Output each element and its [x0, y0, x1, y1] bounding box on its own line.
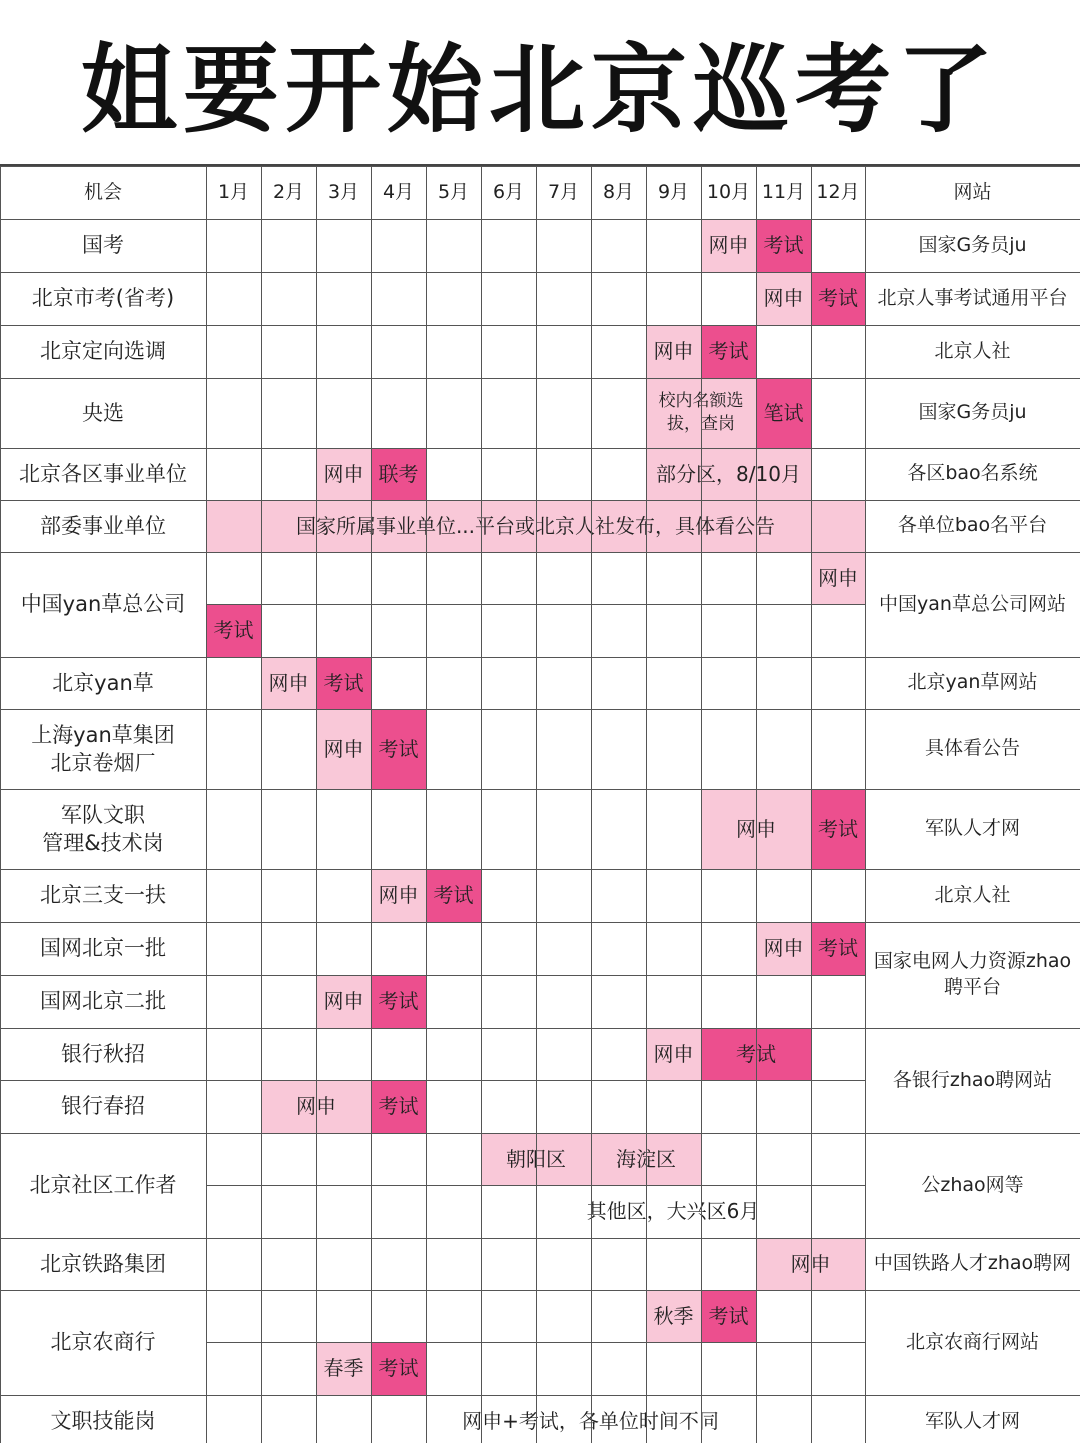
row-website: 北京人社 — [934, 339, 1011, 362]
schedule-bar-apply: 网申 — [261, 1080, 371, 1133]
row-label: 银行春招 — [61, 1094, 145, 1119]
page-title: 姐要开始北京巡考了 — [0, 0, 1080, 166]
schedule-bar-exam: 考试 — [206, 604, 261, 657]
row-label: 上海yan草集团 北京卷烟厂 — [31, 722, 175, 775]
schedule-bar-apply: 网申 — [261, 657, 316, 709]
schedule-bar-apply: 网申 — [646, 1028, 701, 1080]
header-month: 2月 — [272, 180, 305, 203]
schedule-bar-apply: 校内名额选拔，查岗 — [646, 378, 756, 448]
row-label: 中国yan草总公司 — [20, 592, 186, 617]
row-website: 国家G务员ju — [918, 401, 1027, 424]
schedule-bar-apply: 网申 — [646, 325, 701, 378]
header-opportunity: 机会 — [83, 180, 122, 203]
schedule-bar-exam: 考试 — [811, 789, 865, 869]
row-label: 国考 — [82, 233, 124, 258]
row-website: 公zhao网等 — [921, 1173, 1024, 1196]
schedule-bar-exam: 考试 — [371, 1080, 426, 1133]
row-website: 各银行zhao聘网站 — [892, 1068, 1053, 1091]
schedule-bar-apply: 春季 — [316, 1342, 371, 1395]
schedule-bar-exam: 考试 — [811, 272, 865, 325]
row-label: 军队文职 管理&技术岗 — [42, 802, 164, 855]
schedule-bar-apply: 网申 — [701, 219, 756, 272]
row-website: 中国铁路人才zhao聘网 — [873, 1252, 1072, 1275]
schedule-bar-exam: 考试 — [371, 709, 426, 789]
row-label: 国网北京一批 — [40, 936, 166, 961]
header-month: 11月 — [761, 180, 806, 203]
schedule-bar-exam: 考试 — [701, 1290, 756, 1342]
schedule-bar-apply: 网申 — [756, 1238, 865, 1290]
schedule-bar-exam: 考试 — [701, 1028, 811, 1080]
schedule-bar-apply: 其他区，大兴区6月 — [586, 1199, 760, 1223]
row-website: 国家电网人力资源zhao聘平台 — [873, 950, 1072, 998]
row-label: 北京定向选调 — [40, 339, 166, 364]
header-month: 10月 — [706, 180, 751, 203]
row-label: 北京市考(省考) — [31, 286, 175, 311]
row-label: 北京三支一扶 — [40, 883, 166, 908]
row-label: 部委事业单位 — [40, 513, 166, 538]
row-website: 北京人事考试通用平台 — [877, 286, 1068, 309]
header-month: 3月 — [327, 180, 360, 203]
header-month: 8月 — [602, 180, 635, 203]
header-month: 6月 — [492, 180, 525, 203]
row-website: 各单位bao名平台 — [897, 514, 1048, 537]
schedule-bar-apply: 网申 — [316, 975, 371, 1028]
row-label: 北京社区工作者 — [29, 1173, 177, 1198]
schedule-bar-apply: 秋季 — [646, 1290, 701, 1342]
row-label: 北京铁路集团 — [40, 1251, 166, 1276]
row-label: 文职技能岗 — [50, 1409, 156, 1434]
schedule-bar-exam: 考试 — [426, 869, 481, 922]
row-website: 军队人才网 — [924, 1409, 1020, 1432]
row-label: 央选 — [82, 400, 124, 425]
schedule-bar-apply: 网申 — [316, 448, 371, 500]
row-label: 银行秋招 — [61, 1041, 145, 1066]
row-label: 国网北京二批 — [40, 989, 166, 1014]
row-label: 北京农商行 — [50, 1330, 156, 1355]
header-month: 1月 — [217, 180, 250, 203]
schedule-bar-apply: 网申 — [371, 869, 426, 922]
schedule-bar-exam: 考试 — [701, 325, 756, 378]
row-website: 各区bao名系统 — [907, 462, 1038, 485]
schedule-bar-exam: 考试 — [316, 657, 371, 709]
header-month: 4月 — [382, 180, 415, 203]
schedule-bar-exam: 联考 — [371, 448, 426, 500]
schedule-bar-apply: 网申 — [316, 709, 371, 789]
row-website: 军队人才网 — [924, 817, 1020, 840]
schedule-bar-apply: 网申 — [756, 272, 811, 325]
header-website: 网站 — [953, 180, 992, 203]
row-website: 北京人社 — [934, 883, 1011, 906]
header-month: 5月 — [437, 180, 470, 203]
row-website: 中国yan草总公司网站 — [879, 592, 1066, 615]
row-website: 国家G务员ju — [918, 233, 1027, 256]
schedule-bar-exam: 笔试 — [756, 378, 811, 448]
row-website: 北京农商行网站 — [905, 1330, 1039, 1353]
header-month: 12月 — [816, 180, 860, 203]
schedule-bar-exam: 考试 — [371, 1342, 426, 1395]
schedule-bar-apply: 网申 — [811, 552, 865, 604]
schedule-bar-exam: 考试 — [811, 922, 865, 975]
row-label: 北京各区事业单位 — [19, 461, 187, 486]
schedule-bar-apply: 网申 — [756, 922, 811, 975]
schedule-bar-exam: 考试 — [756, 219, 811, 272]
header-month: 9月 — [657, 180, 690, 203]
schedule-bar-apply: 国家所属事业单位...平台或北京人社发布，具体看公告 — [206, 500, 865, 552]
schedule-bar-apply: 网申+考试，各单位时间不同 — [462, 1409, 719, 1433]
row-website: 北京yan草网站 — [907, 671, 1038, 694]
schedule-bar-apply: 部分区，8/10月 — [646, 448, 811, 500]
header-month: 7月 — [547, 180, 580, 203]
schedule-bar-apply: 海淀区 — [591, 1133, 701, 1185]
row-label: 北京yan草 — [52, 670, 154, 695]
row-website: 具体看公告 — [924, 737, 1020, 760]
schedule-bar-apply: 朝阳区 — [481, 1133, 591, 1185]
schedule-bar-exam: 考试 — [371, 975, 426, 1028]
schedule-bar-apply: 网申 — [701, 789, 811, 869]
